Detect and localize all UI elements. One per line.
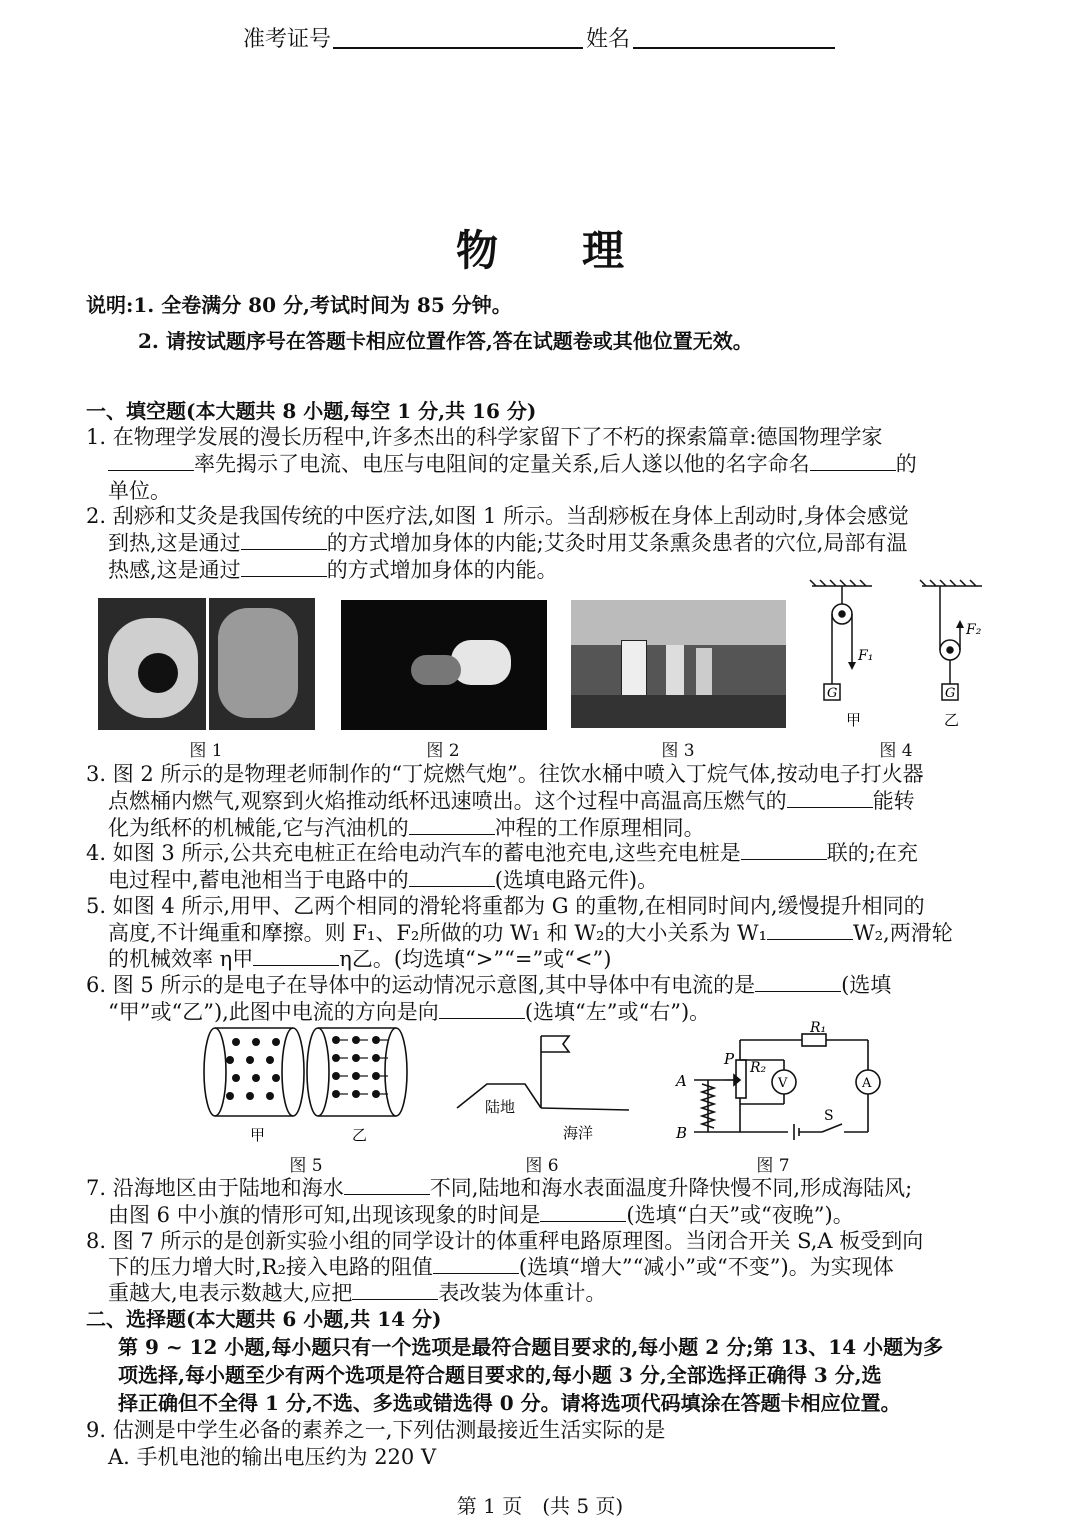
q3-line-1: 3. 图 2 所示的是物理老师制作的“丁烷燃气炮”。往饮水桶中喷入丁烷气体,按动电子打火器 <box>86 762 924 786</box>
fig7-s-label: S <box>824 1108 834 1124</box>
q2-line-1: 2. 刮痧和艾灸是我国传统的中医疗法,如图 1 所示。当刮痧板在身体上刮动时,身体会感觉 <box>86 504 909 528</box>
exam-id-field[interactable] <box>333 47 583 49</box>
fig7-a-label: A <box>676 1072 687 1090</box>
answer-blank[interactable] <box>409 816 495 835</box>
g-label-jia: G <box>827 686 838 701</box>
q2-line-3: 热感,这是通过 的方式增加身体的内能。 <box>108 558 558 582</box>
figure-6-caption: 图 6 <box>525 1156 559 1176</box>
figure-7-caption: 图 7 <box>756 1156 790 1176</box>
section-2-instr-3: 择正确但不全得 1 分,不选、多选或错选得 0 分。请将选项代码填涂在答题卡相应位置。 <box>118 1391 901 1415</box>
answer-blank[interactable] <box>787 789 873 808</box>
note-1: 说明:1. 全卷满分 80 分,考试时间为 85 分钟。 <box>86 293 512 317</box>
answer-blank[interactable] <box>767 921 853 940</box>
fig7-p-label: P <box>724 1050 735 1068</box>
q4-line-1: 4. 如图 3 所示,公共充电桩正在给电动汽车的蓄电池充电,这些充电桩是 联的;在充 <box>86 841 918 865</box>
fig7-r1-label: R₁ <box>810 1020 827 1036</box>
fig4-yi-label: 乙 <box>944 711 960 729</box>
page-footer: 第 1 页 (共 5 页) <box>456 1494 624 1518</box>
figure-6-diagram <box>455 1024 635 1144</box>
answer-blank[interactable] <box>352 1281 438 1300</box>
q7-line-2: 由图 6 中小旗的情形可知,出现该现象的时间是 (选填“白天”或“夜晚”)。 <box>108 1203 854 1227</box>
q8-line-3: 重越大,电表示数越大,应把 表改装为体重计。 <box>108 1281 607 1305</box>
q6-line-2: “甲”或“乙”),此图中电流的方向是向 (选填“左”或“右”)。 <box>108 1000 711 1024</box>
q5-line-3: 的机械效率 η甲 η乙。(均选填“>”“=”或“<”) <box>108 947 612 971</box>
section-2-instr-2: 项选择,每小题至少有两个选项是符合题目要求的,每小题 3 分,全部选择正确得 3 分,选 <box>118 1363 882 1387</box>
fig7-b-label: B <box>676 1124 688 1142</box>
answer-blank[interactable] <box>810 452 896 471</box>
figure-4-diagram <box>800 578 1000 740</box>
voltmeter-label: V <box>778 1076 788 1091</box>
q8-line-1: 8. 图 7 所示的是创新实验小组的同学设计的体重秤电路原理图。当闭合开关 S,A 板受到向 <box>86 1229 924 1253</box>
section-2-instr-1: 第 9 ~ 12 小题,每小题只有一个选项是最符合题目要求的,每小题 2 分;第 13、14 小题为多 <box>118 1335 944 1359</box>
answer-blank[interactable] <box>108 452 194 471</box>
figure-2-caption: 图 2 <box>426 741 460 761</box>
fig4-jia-label: 甲 <box>846 711 862 729</box>
sea-label: 海洋 <box>563 1124 594 1142</box>
answer-blank[interactable] <box>253 947 339 966</box>
answer-blank[interactable] <box>741 841 827 860</box>
name-label: 姓名 <box>586 27 631 52</box>
name-field[interactable] <box>633 47 835 49</box>
note-2: 2. 请按试题序号在答题卡相应位置作答,答在试题卷或其他位置无效。 <box>138 329 753 353</box>
fig5-yi-label: 乙 <box>352 1126 368 1144</box>
answer-blank[interactable] <box>439 1000 525 1019</box>
answer-blank[interactable] <box>433 1255 519 1274</box>
f2-label: F₂ <box>966 622 982 638</box>
figure-1-photo <box>98 598 315 730</box>
section-2-heading: 二、选择题(本大题共 6 小题,共 14 分) <box>86 1307 442 1331</box>
figure-1-caption: 图 1 <box>189 741 223 761</box>
q7-line-1: 7. 沿海地区由于陆地和海水 不同,陆地和海水表面温度升降快慢不同,形成海陆风; <box>86 1176 913 1200</box>
q6-line-1: 6. 图 5 所示的是电子在导体中的运动情况示意图,其中导体中有电流的是 (选填 <box>86 973 892 997</box>
q3-line-2: 点燃桶内燃气,观察到火焰推动纸杯迅速喷出。这个过程中高温高压燃气的 能转 <box>108 789 915 813</box>
q4-line-2: 电过程中,蓄电池相当于电路中的 (选填电路元件)。 <box>108 868 659 892</box>
land-label: 陆地 <box>485 1098 516 1116</box>
q5-line-1: 5. 如图 4 所示,用甲、乙两个相同的滑轮将重都为 G 的重物,在相同时间内,缓慢提升相同的 <box>86 894 925 918</box>
figure-5-caption: 图 5 <box>289 1156 323 1176</box>
figure-2-photo <box>341 600 547 730</box>
figure-4-caption: 图 4 <box>879 741 913 761</box>
section-1-heading: 一、填空题(本大题共 8 小题,每空 1 分,共 16 分) <box>86 399 537 423</box>
figure-5-diagram <box>200 1024 410 1144</box>
q3-line-3: 化为纸杯的机械能,它与汽油机的 冲程的工作原理相同。 <box>108 816 705 840</box>
f1-label: F₁ <box>858 648 874 664</box>
figure-7-diagram <box>672 1020 892 1144</box>
q1-line-1: 1. 在物理学发展的漫长历程中,许多杰出的科学家留下了不朽的探索篇章:德国物理学家 <box>86 425 883 449</box>
fig5-jia-label: 甲 <box>250 1126 266 1144</box>
q5-line-2: 高度,不计绳重和摩擦。则 F₁、F₂所做的功 W₁ 和 W₂的大小关系为 W₁ W₂,两滑轮 <box>108 921 953 945</box>
answer-blank[interactable] <box>241 558 327 577</box>
q8-line-2: 下的压力增大时,R₂接入电路的阻值 (选填“增大”“减小”或“不变”)。为实现体 <box>108 1255 894 1279</box>
answer-blank[interactable] <box>344 1176 430 1195</box>
page-title: 物 理 <box>455 226 624 275</box>
q9-option-a: A. 手机电池的输出电压约为 220 V <box>108 1445 437 1469</box>
figure-3-caption: 图 3 <box>661 741 695 761</box>
g-label-yi: G <box>945 686 956 701</box>
q9-stem: 9. 估测是中学生必备的素养之一,下列估测最接近生活实际的是 <box>86 1418 666 1442</box>
answer-blank[interactable] <box>241 531 327 550</box>
q1-line-3: 单位。 <box>108 479 171 503</box>
answer-blank[interactable] <box>755 973 841 992</box>
answer-blank[interactable] <box>409 868 495 887</box>
exam-id-label: 准考证号 <box>243 27 332 52</box>
q2-line-2: 到热,这是通过 的方式增加身体的内能;艾灸时用艾条熏灸患者的穴位,局部有温 <box>108 531 908 555</box>
answer-blank[interactable] <box>540 1203 626 1222</box>
fig7-r2-label: R₂ <box>750 1060 767 1076</box>
figure-3-photo <box>571 600 786 728</box>
q1-line-2: 率先揭示了电流、电压与电阻间的定量关系,后人遂以他的名字命名 的 <box>108 451 1038 478</box>
ammeter-label: A <box>862 1076 872 1091</box>
